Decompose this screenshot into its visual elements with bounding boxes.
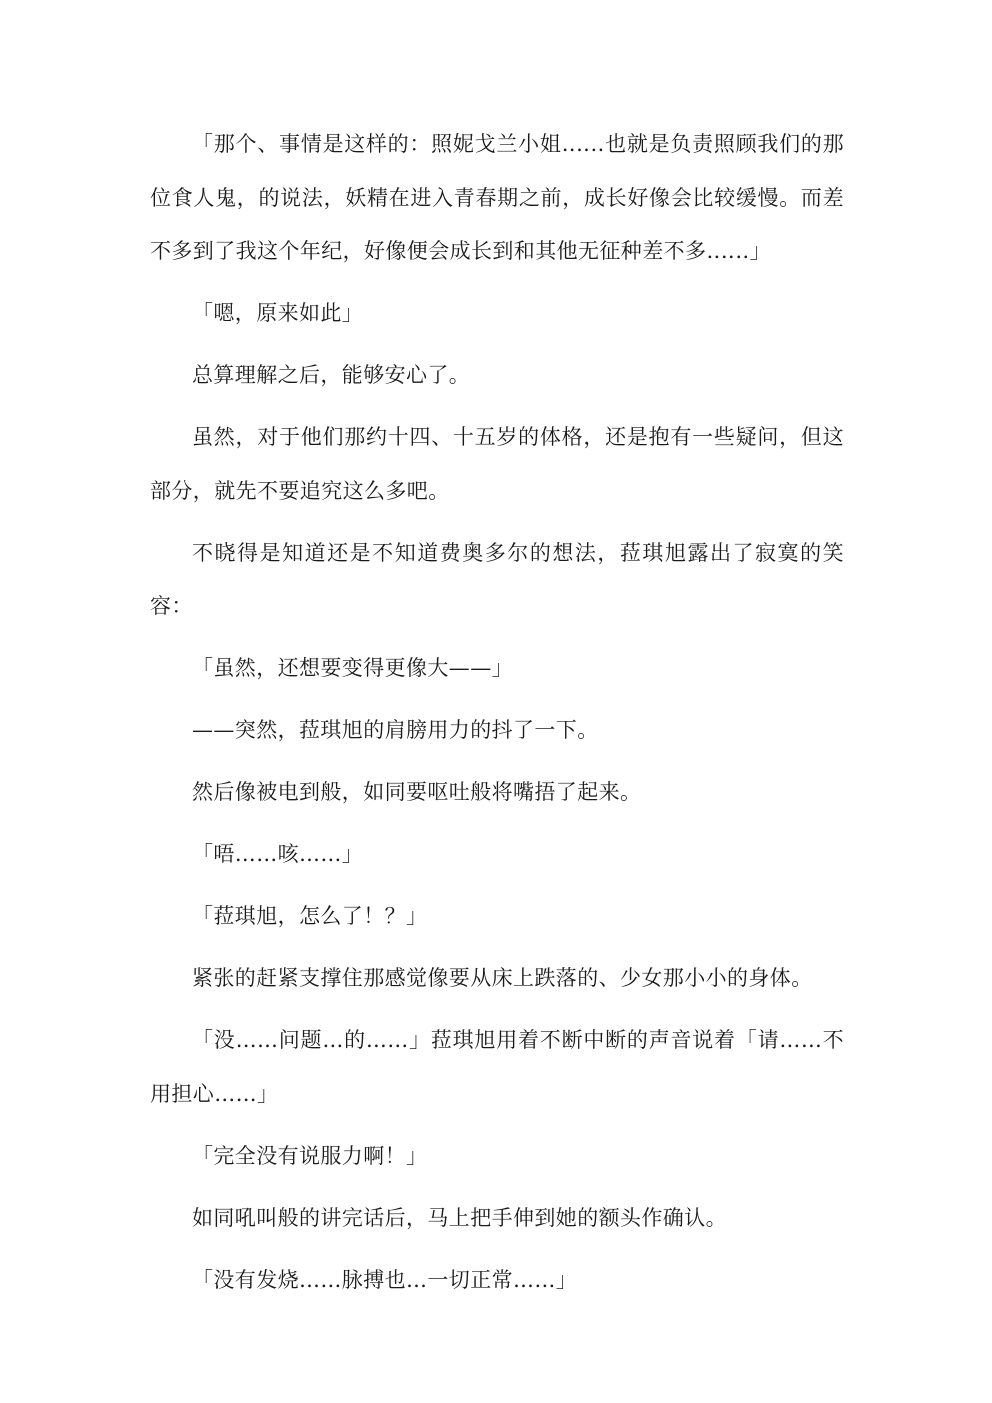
paragraph-4: 虽然，对于他们那约十四、十五岁的体格，还是抱有一些疑问，但这部分，就先不要追究这么多吧。 bbox=[150, 425, 844, 503]
paragraph-11: 紧张的赶紧支撑住那感觉像要从床上跌落的、少女那小小的身体。 bbox=[192, 966, 813, 990]
paragraph-12: 「没……问题…的……」菈琪旭用着不断中断的声音说着「请……不用担心……」 bbox=[150, 1028, 844, 1106]
paragraph-6: 「虽然，还想要变得更像大——」 bbox=[192, 656, 513, 680]
paragraph-10: 「菈琪旭，怎么了！？」 bbox=[192, 904, 428, 928]
paragraph-5: 不晓得是知道还是不知道费奥多尔的想法，菈琪旭露出了寂寞的笑容： bbox=[150, 540, 844, 618]
paragraph-9: 「唔……咳……」 bbox=[192, 842, 364, 866]
paragraph-14: 如同吼叫般的讲完话后，马上把手伸到她的额头作确认。 bbox=[192, 1205, 727, 1230]
paragraph-1: 「那个、事情是这样的：照妮戈兰小姐‥‥‥也就是负责照顾我们的那位食人鬼，的说法，妖精在进入青春期之前，成长好像会比较缓慢。而差不多到了我这个年纪，好像便会成长到和其他无征种差不多‥‥‥」 bbox=[150, 132, 844, 263]
paragraph-7: ——突然，菈琪旭的肩膀用力的抖了一下。 bbox=[192, 718, 599, 742]
paragraph-2: 「嗯，原来如此」 bbox=[192, 301, 364, 325]
paragraph-8: 然后像被电到般，如同要呕吐般将嘴捂了起来。 bbox=[192, 780, 642, 804]
body-text bbox=[150, 118, 844, 1316]
paragraph-13: 「完全没有说服力啊！」 bbox=[192, 1143, 428, 1168]
paragraph-15: 「没有发烧……脉搏也…一切正常……」 bbox=[192, 1267, 578, 1292]
paragraph-3: 总算理解之后，能够安心了。 bbox=[192, 363, 471, 387]
